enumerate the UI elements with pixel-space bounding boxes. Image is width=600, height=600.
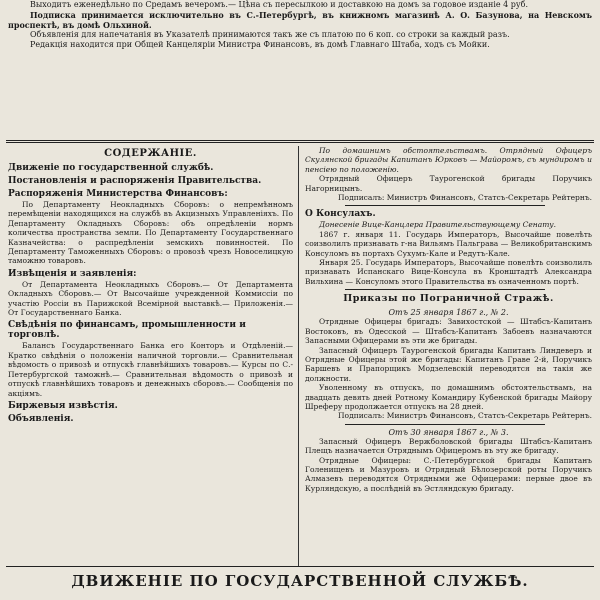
intro-paragraph: По домашнимъ обстоятельствамъ. Отрядный Офицеръ Скулянской бригады Капитанъ Юрковъ — Майоромъ, съ мундиромъ и пенсіею по положенію. (305, 146, 592, 174)
order-paragraph: Отрядные Офицеры: С.-Петербургской бригады Капитанъ Голенищевъ и Мазуровъ и Отрядный Бѣлозерской роты Поручикъ Алмазевъ переводятся Отрядными же Офицерами: первые двое въ Курляндскую, а послѣдній въ Эстляндскую бригаду. (305, 455, 592, 493)
footer-divider (6, 566, 594, 567)
order-paragraph: Отрядные Офицеры бригадъ: Завихостской — Штабсъ-Капитанъ Востоковъ, въ Одесской — Штабсъ-Капитанъ Забоевъ назначаются Запасными Офицерами въ эти же бригады. (305, 317, 592, 346)
consuls-heading: О Консулахъ. (305, 209, 376, 220)
contents-title: СОДЕРЖАНІЕ. (104, 148, 197, 159)
separator (345, 424, 545, 425)
header-divider (6, 140, 594, 143)
border-guard-heading: Приказы по Пограничной Стражѣ. (343, 293, 554, 305)
consuls-paragraph: 1867 г. января 11. Государь Императоръ, Высочайше повелѣть соизволилъ признавать г-на Вильямъ Пальграва — Великобританскимъ Консуломъ въ портахъ Сухумъ-Кале и Редутъ-Кале. (305, 229, 592, 258)
section-heading: Биржевыя извѣстія. (8, 400, 118, 411)
masthead-info (8, 0, 592, 50)
subscription-line: Выходитъ еженедѣльно по Средамъ вечеромъ.— Цѣна съ пересылкою и доставкою на домъ за годовое изданіе 4 руб. (30, 0, 528, 9)
order-date: Отъ 25 января 1867 г., № 2. (388, 308, 509, 318)
section-heading: Движеніе по государственной службѣ. (8, 163, 214, 173)
orders-column (305, 146, 592, 493)
order-date: Отъ 30 января 1867 г., № 3. (388, 427, 509, 437)
subscription-office-line: Подписка принимается исключительно въ С.-Петербургѣ, въ книжномъ магазинѣ А. О. Базунова, на Невскомъ проспектѣ, въ домѣ Ольхиной. (8, 10, 592, 30)
intro-signature: Подписалъ: Министръ Финансовъ, Статсъ-Секретарь Рейтернъ. (338, 193, 592, 203)
section-title: ДВИЖЕНІЕ ПО ГОСУДАРСТВЕННОЙ СЛУЖБѢ. (71, 572, 529, 590)
separator (345, 205, 545, 206)
section-heading: Объявленія. (8, 413, 74, 424)
separator (345, 289, 545, 290)
section-text: От Департамента Неокладныхъ Сборовъ.— От Департамента Окладныхъ Сборовъ.— От Высочайше учрежденной Коммиссіи по участію Россіи въ Парижской Всемірной выставкѣ.— Приложенія.— От Государственнаго Банка. (8, 279, 293, 318)
section-text: По Департаменту Неокладныхъ Сборовъ: о непремѣнномъ перемѣщеніи находящихся на службѣ въ Акцизныхъ Управленіяхъ. По Департаменту Окладныхъ Сборовъ: объ опредѣленіи нормъ количества пространства земли. По Департаменту Государственнаго Казначейства: о распредѣленіи земскихъ повинностей. По Департаменту Таможенныхъ Сборовъ: о провозѣ чрезъ Новоселицкую таможню товаровъ. (8, 200, 293, 266)
editorial-office-line: Редакція находится при Общей Канцеляріи Министра Финансовъ, въ домѣ Главнаго Штаба, ходъ съ Мойки. (30, 40, 490, 49)
section-text: Балансъ Государственнаго Банка его Конторъ и Отдѣленій.— Кратко свѣдѣнія о положеніи наличной торговли.— Сравнительная вѣдомость о привозѣ и отпускѣ главнѣйшихъ товаровъ.— Курсы по С.-Петербургской таможнѣ.— Сравнительная вѣдомость о привозѣ и отпускѣ главнѣйшихъ товаровъ и денежныхъ сборовъ.— Сообщенія по акціямъ. (8, 341, 293, 398)
advertisement-line: Объявленія для напечатанія въ Указателѣ принимаются такъ же съ платою по 6 коп. со строки за каждый разъ. (30, 30, 510, 39)
consuls-subheading: Донесеніе Вице-Канцлера Правительствующему Сенату. (319, 220, 557, 230)
intro-paragraph-2: Отрядный Офицеръ Таурогенской бригады Поручикъ Нагорницынъ. (305, 174, 592, 193)
order-paragraph: Запасный Офицеръ Вержболовской бригады Штабсъ-Капитанъ Плещъ назначается Отряднымъ Офицеромъ въ эту же бригаду. (305, 436, 592, 456)
consuls-paragraph-2: Января 25. Государь Императоръ, Высочайше повелѣть соизволилъ признавать Испанскаго Вице-Консула въ Кронштадтѣ Александра Вильхина — Консуломъ этого Правительства въ означенномъ портѣ. (305, 258, 592, 286)
section-heading: Свѣдѣнія по финансамъ, промышленности и торговлѣ. (8, 320, 246, 341)
order-signature: Подписалъ: Министръ Финансовъ, Статсъ-Секретарь Рейтернъ. (338, 411, 592, 421)
contents-column (8, 146, 293, 425)
section-heading: Постановленія и распоряженія Правительства. (8, 176, 262, 186)
section-heading: Распоряженія Министерства Финансовъ: (8, 189, 228, 199)
column-divider (298, 146, 299, 566)
order-paragraph: Уволенному въ отпускъ, по домашнимъ обстоятельствамъ, на двадцать девять дней Ротному Командиру Кубенской бригады Майору Шреферу продолжается отпускъ на 28 дней. (305, 383, 592, 411)
order-paragraph: Запасный Офицеръ Таурогенской бригады Капитанъ Линдеверъ и Отрядные Офицеры этой же бригады: Капитанъ Граве 2-й, Поручикъ Баршевъ и Прапорщикъ Модзелевскій переводятся на такія же должности. (305, 345, 592, 383)
section-heading: Извѣщенія и заявленія: (8, 268, 137, 279)
